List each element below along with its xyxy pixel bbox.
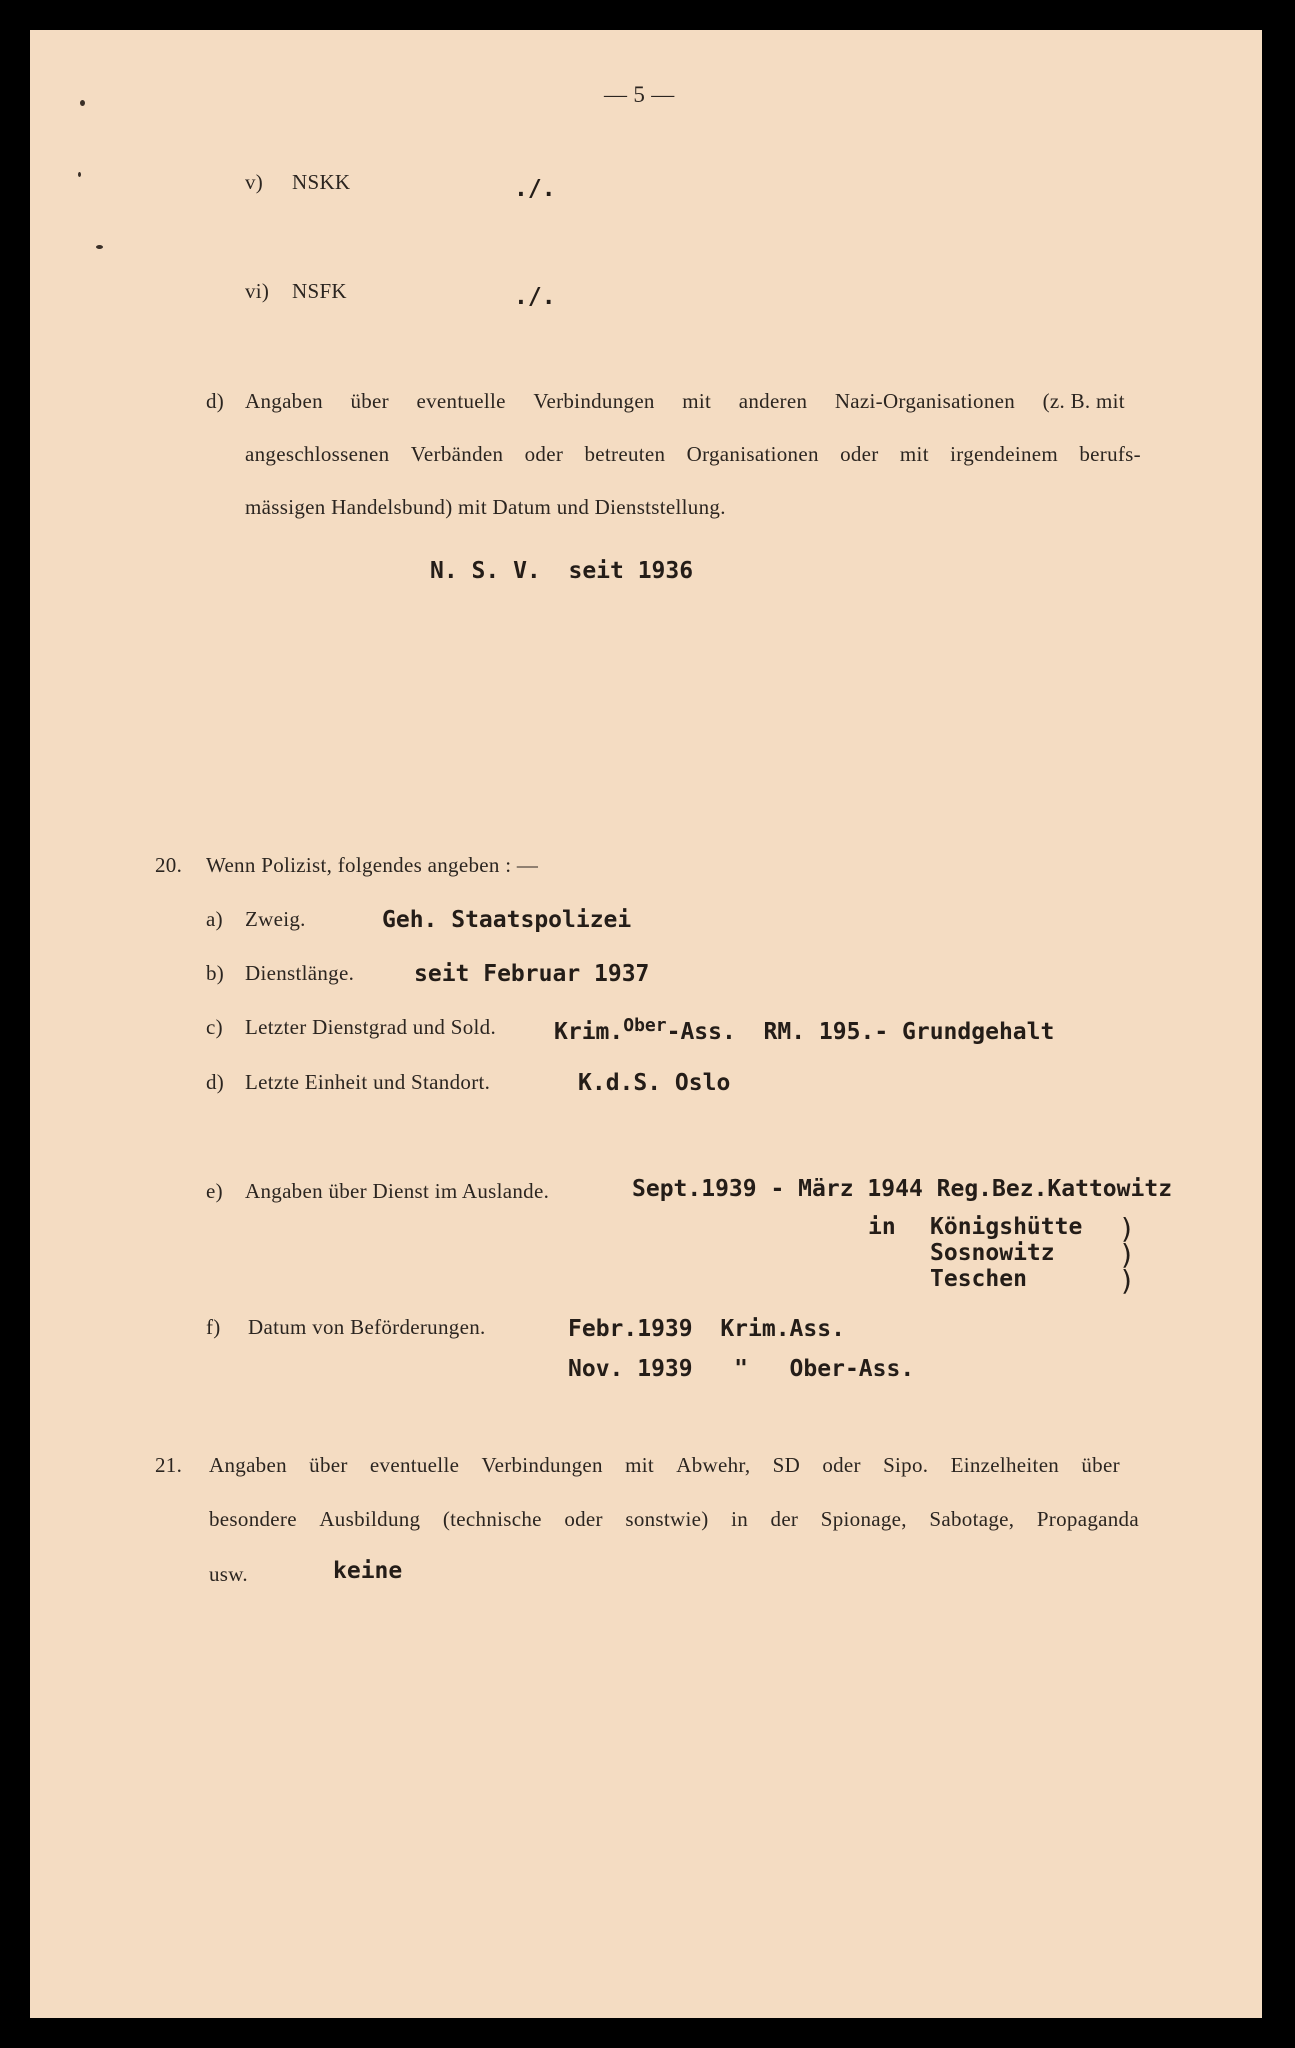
item-label: f) <box>206 1315 221 1339</box>
word: betreuten <box>584 442 666 466</box>
word: eventuelle <box>416 389 506 413</box>
word: besondere <box>209 1507 297 1531</box>
word: mit <box>682 389 712 413</box>
word: Sipo. <box>883 1453 929 1477</box>
question-line: usw. <box>209 1562 248 1586</box>
typed-answer: keine <box>333 1558 403 1584</box>
item-label: d) <box>206 389 225 413</box>
typed-answer: seit Februar 1937 <box>414 961 650 987</box>
item-label: d) <box>206 1070 225 1094</box>
margin-mark <box>96 245 103 249</box>
item-label: e) <box>206 1179 223 1203</box>
question-line <box>209 1453 1120 1478</box>
word: SD <box>772 1453 801 1477</box>
document-page <box>30 30 1262 2018</box>
item-label: v) <box>245 170 264 194</box>
question-line <box>245 442 1141 467</box>
organization-name: NSFK <box>292 279 347 303</box>
word: über <box>309 1453 348 1477</box>
word: über <box>350 389 389 413</box>
typed-place: Königshütte <box>930 1214 1083 1240</box>
typed-place: Teschen <box>930 1266 1027 1292</box>
question-line <box>245 389 1125 414</box>
word: in <box>731 1507 748 1531</box>
item-label: b) <box>206 961 225 985</box>
typed-answer: ./. <box>514 284 556 310</box>
word: Verbindungen <box>533 389 655 413</box>
word: Organisationen <box>686 442 819 466</box>
word: Verbindungen <box>481 1453 603 1477</box>
page-number: — 5 — <box>604 82 675 107</box>
word: Abwehr, <box>676 1453 751 1477</box>
typed-answer: Febr.1939 Krim.Ass. <box>568 1316 845 1342</box>
word: mit <box>899 442 929 466</box>
question-text: Datum von Beförderungen. <box>248 1315 486 1339</box>
question-line <box>209 1507 1139 1532</box>
question-number: 20. <box>155 853 183 877</box>
question-text: Zweig. <box>245 907 306 931</box>
word: eventuelle <box>369 1453 460 1477</box>
typed-place: Sosnowitz <box>930 1240 1055 1266</box>
typed-answer: ./. <box>514 176 556 202</box>
word: Nazi-Organisationen <box>834 389 1016 413</box>
typed-answer: K.d.S. Oslo <box>578 1070 731 1096</box>
word: Angaben <box>209 1453 287 1477</box>
word: Einzelheiten <box>950 1453 1060 1477</box>
word: oder <box>524 442 564 466</box>
item-label: c) <box>206 1015 223 1039</box>
item-label: a) <box>206 907 223 931</box>
item-label: vi) <box>245 279 270 303</box>
question-line: mässigen Handelsbund) mit Datum und Dienststellung. <box>245 495 726 519</box>
word: (technische <box>442 1507 542 1531</box>
typed-answer: Geh. Staatspolizei <box>382 907 632 933</box>
question-heading: Wenn Polizist, folgendes angeben : — <box>206 853 539 877</box>
word: oder <box>822 1453 861 1477</box>
question-text: Angaben über Dienst im Auslande. <box>245 1179 550 1203</box>
word: angeschlossenen <box>245 442 390 466</box>
typed-answer: in <box>868 1214 896 1240</box>
word: oder <box>564 1507 603 1531</box>
word: sonstwie) <box>625 1507 709 1531</box>
word: berufs- <box>1079 442 1141 466</box>
margin-mark <box>80 100 85 106</box>
word: (z. B. mit <box>1042 389 1125 413</box>
word: mit <box>625 1453 654 1477</box>
word: über <box>1081 1453 1120 1477</box>
word: Ausbildung <box>319 1507 421 1531</box>
bracket-mark: ) <box>1121 1238 1132 1271</box>
question-text: Letzter Dienstgrad und Sold. <box>245 1015 497 1039</box>
typed-answer: N. S. V. seit 1936 <box>430 558 694 584</box>
word: der <box>770 1507 799 1531</box>
word: Angaben <box>245 389 323 413</box>
question-number: 21. <box>155 1453 183 1477</box>
typed-answer: Nov. 1939 " Ober-Ass. <box>568 1356 915 1382</box>
typed-answer: Krim.$^{Ober}$-Ass. RM. 195.- Grundgehalt <box>554 1015 1055 1045</box>
typed-answer: Sept.1939 - März 1944 Reg.Bez.Kattowitz <box>632 1176 1173 1202</box>
organization-name: NSKK <box>292 170 351 194</box>
question-text: Letzte Einheit und Standort. <box>245 1070 491 1094</box>
word: irgendeinem <box>950 442 1059 466</box>
bracket-mark: ) <box>1121 1264 1132 1297</box>
word: oder <box>840 442 879 466</box>
bracket-mark: ) <box>1121 1212 1132 1245</box>
word: Verbänden <box>410 442 504 466</box>
word: Sabotage, <box>929 1507 1015 1531</box>
word: Propaganda <box>1036 1507 1139 1531</box>
question-text: Dienstlänge. <box>245 961 355 985</box>
margin-mark <box>78 172 81 177</box>
word: Spionage, <box>820 1507 907 1531</box>
word: anderen <box>738 389 808 413</box>
